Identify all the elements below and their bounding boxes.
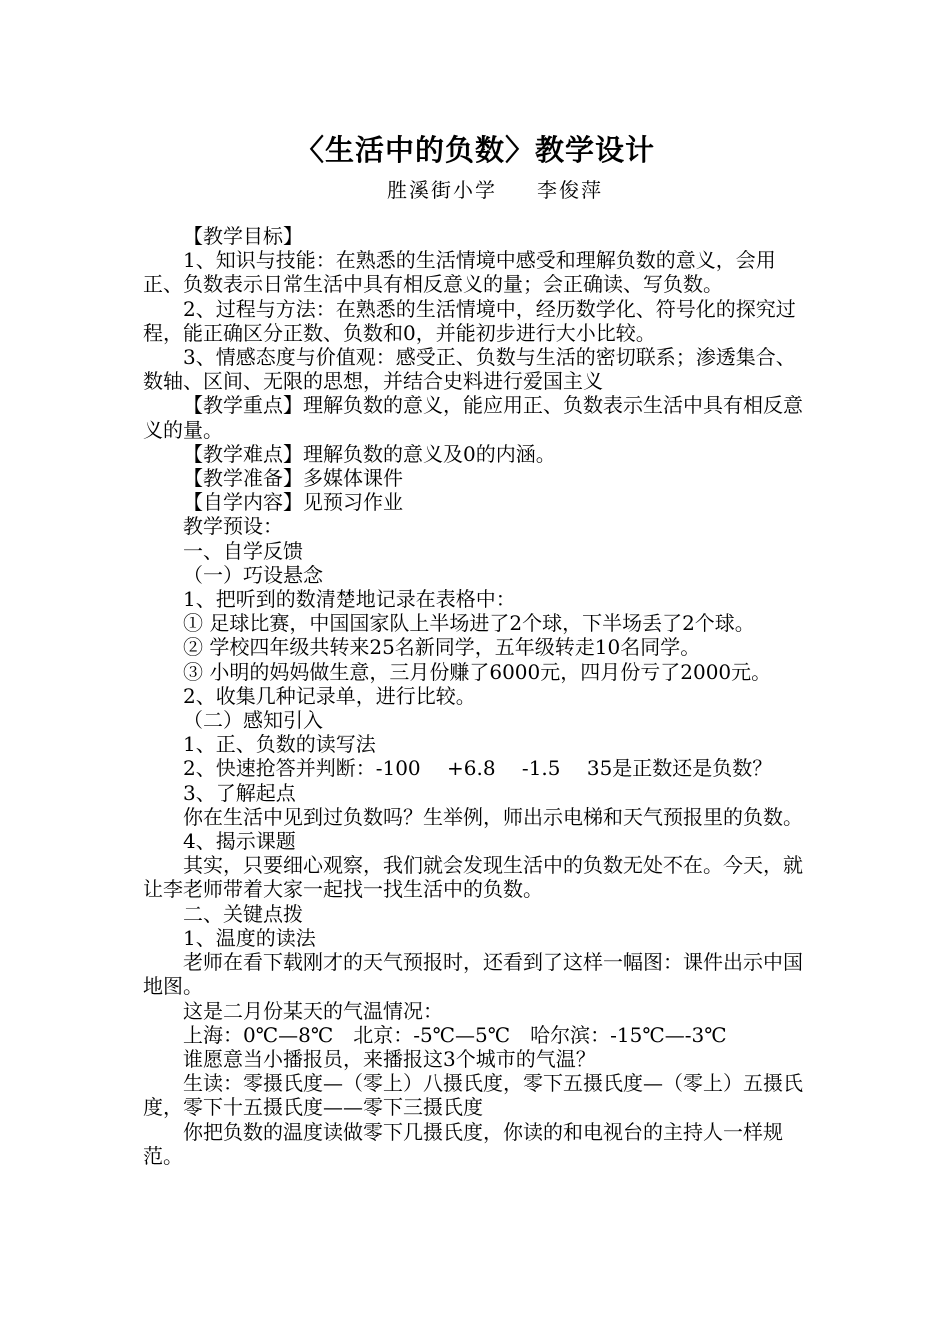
author-name: 李俊萍 bbox=[537, 178, 603, 202]
paragraph: 教学预设： bbox=[183, 514, 283, 539]
paragraph: 1、把听到的数清楚地记录在表格中： bbox=[183, 587, 516, 612]
paragraph: 2、过程与方法：在熟悉的生活情境中，经历数学化、符号化的探究过程，能正确区分正数、负数和0，并能初步进行大小比较。 bbox=[143, 296, 796, 345]
author-line bbox=[0, 174, 950, 203]
paragraph: 【教学准备】多媒体课件 bbox=[183, 466, 403, 491]
paragraph: 2、快速抢答并判断：-100 +6.8 -1.5 35是正数还是负数？ bbox=[183, 756, 773, 781]
author-school: 胜溪街小学 bbox=[387, 178, 497, 202]
section-heading: 二、关键点拨 bbox=[183, 901, 303, 926]
document-title: 〈生活中的负数〉教学设计 bbox=[294, 133, 655, 167]
section-heading: 【教学目标】 bbox=[183, 224, 303, 248]
paragraph: 1、知识与技能：在熟悉的生活情境中感受和理解负数的意义，会用正、负数表示日常生活中具有相反意义的量；会正确读、写负数。 bbox=[143, 248, 776, 297]
paragraph: 你把负数的温度读做零下几摄氏度，你读的和电视台的主持人一样规范。 bbox=[143, 1119, 783, 1168]
paragraph: 2、收集几种记录单，进行比较。 bbox=[183, 683, 476, 708]
paragraph: 【教学重点】理解负数的意义，能应用正、负数表示生活中具有相反意义的量。 bbox=[143, 393, 803, 442]
list-item: ② 学校四年级共转来25名新同学，五年级转走10名同学。 bbox=[183, 635, 701, 660]
list-item: ③ 小明的妈妈做生意，三月份赚了6000元，四月份亏了2000元。 bbox=[183, 659, 772, 684]
section-heading: 一、自学反馈 bbox=[183, 538, 303, 563]
paragraph: 4、揭示课题 bbox=[183, 829, 296, 854]
paragraph: 老师在看下载刚才的天气预报时，还看到了这样一幅图：课件出示中国地图。 bbox=[143, 950, 803, 999]
paragraph: 【自学内容】见预习作业 bbox=[183, 490, 403, 515]
paragraph: 1、温度的读法 bbox=[183, 925, 316, 950]
document-body bbox=[143, 224, 815, 1168]
paragraph: 【教学难点】理解负数的意义及0的内涵。 bbox=[183, 441, 556, 466]
paragraph: 其实，只要细心观察，我们就会发现生活中的负数无处不在。今天，就让李老师带着大家一起找一找生活中的负数。 bbox=[143, 853, 803, 902]
paragraph: 1、正、负数的读写法 bbox=[183, 732, 376, 757]
paragraph: 你在生活中见到过负数吗？生举例，师出示电梯和天气预报里的负数。 bbox=[183, 804, 803, 829]
paragraph: 3、了解起点 bbox=[183, 780, 296, 805]
paragraph: 谁愿意当小播报员，来播报这3个城市的气温？ bbox=[183, 1046, 596, 1071]
paragraph: 3、情感态度与价值观：感受正、负数与生活的密切联系；渗透集合、数轴、区间、无限的思想，并结合史料进行爱国主义 bbox=[143, 345, 796, 394]
subsection-heading: （一）巧设悬念 bbox=[183, 562, 323, 587]
paragraph: 这是二月份某天的气温情况： bbox=[183, 998, 443, 1023]
paragraph: 上海：0℃—8℃ 北京：-5℃—5℃ 哈尔滨：-15℃—-3℃ bbox=[183, 1022, 727, 1047]
list-item: ① 足球比赛，中国国家队上半场进了2个球，下半场丢了2个球。 bbox=[183, 611, 755, 636]
paragraph: 生读：零摄氏度—（零上）八摄氏度，零下五摄氏度—（零上）五摄氏度，零下十五摄氏度——零下三摄氏度 bbox=[143, 1071, 803, 1120]
subsection-heading: （二）感知引入 bbox=[183, 708, 323, 733]
